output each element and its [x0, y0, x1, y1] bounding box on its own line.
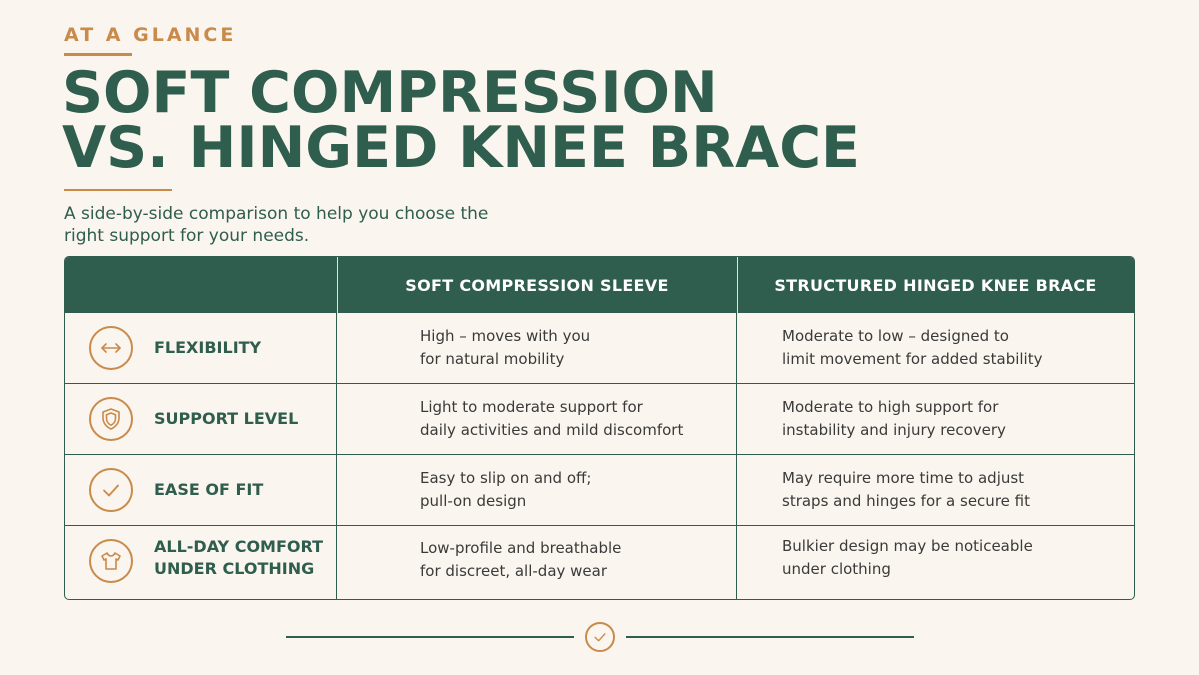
sleeve-cell: Easy to slip on and off; pull-on design [420, 469, 592, 510]
brace-cell: Moderate to low – designed to limit movement for added stability [782, 327, 1043, 368]
column-header-brace: STRUCTURED HINGED KNEE BRACE [774, 275, 1097, 295]
feature-label: EASE OF FIT [154, 480, 264, 499]
arrows-horizontal-icon [89, 326, 133, 370]
brace-cell: May require more time to adjust straps and hinges for a secure fit [782, 469, 1030, 510]
brace-cell: Bulkier design may be noticeable under clothing [782, 537, 1033, 578]
sleeve-cell: Light to moderate support for daily activities and mild discomfort [420, 398, 684, 439]
tshirt-icon [89, 539, 133, 583]
table-row [65, 313, 1134, 383]
eyebrow-underline [64, 53, 132, 56]
title-line-1: SOFT COMPRESSION [62, 60, 718, 126]
header-divider [737, 257, 738, 313]
table-row [65, 384, 1134, 454]
brace-cell: Moderate to high support for instability and injury recovery [782, 398, 1006, 439]
feature-label: SUPPORT LEVEL [154, 409, 299, 428]
subtitle: A side-by-side comparison to help you choose the right support for your needs. [64, 204, 489, 246]
table-row [65, 526, 1134, 600]
feature-label: FLEXIBILITY [154, 338, 262, 357]
shield-icon [89, 397, 133, 441]
title-underline [64, 189, 172, 191]
header-divider [337, 257, 338, 313]
checkmark-icon [89, 468, 133, 512]
table-row [65, 455, 1134, 525]
checkmark-icon [585, 622, 615, 652]
table-header [65, 257, 1134, 313]
sleeve-cell: Low-profile and breathable for discreet, all-day wear [420, 539, 622, 580]
feature-label: ALL-DAY COMFORT UNDER CLOTHING [154, 537, 324, 578]
footer-divider-right [626, 636, 914, 638]
sleeve-cell: High – moves with you for natural mobility [420, 327, 591, 368]
title-line-2: VS. HINGED KNEE BRACE [62, 115, 860, 181]
comparison-table [64, 256, 1135, 600]
page-title [62, 60, 860, 181]
footer-divider-left [286, 636, 574, 638]
column-header-sleeve: SOFT COMPRESSION SLEEVE [405, 275, 669, 295]
eyebrow-label: AT A GLANCE [64, 24, 237, 46]
column-header-feature [65, 257, 337, 313]
